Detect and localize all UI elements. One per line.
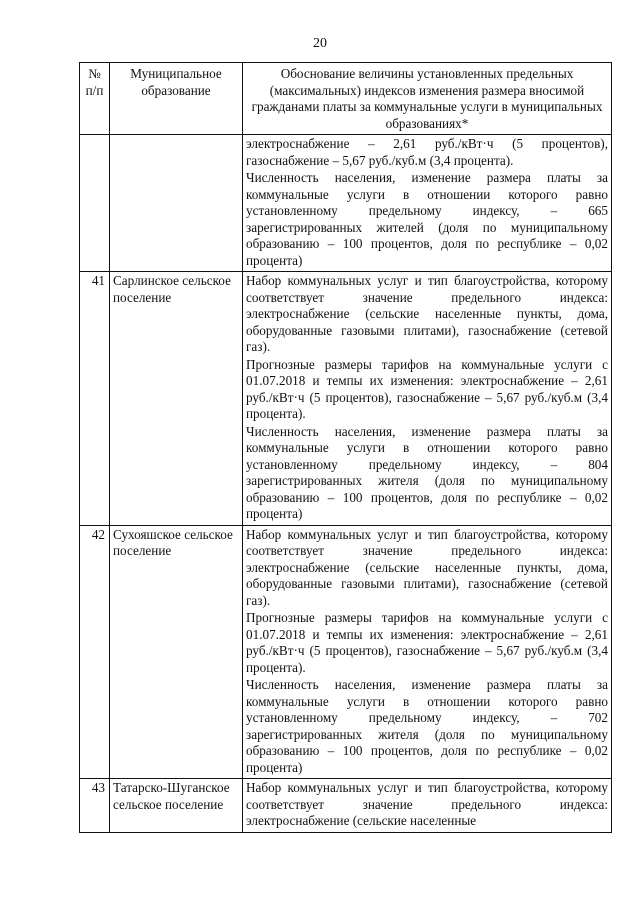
tariff-index-table: [79, 62, 612, 833]
table-row: [80, 135, 612, 272]
justification-paragraph: Прогнозные размеры тарифов на коммунальные услуги с 01.07.2018 и темпы их изменения: электроснабжение – 2,61 руб./кВт·ч (5 процентов), газоснабжение – 5,67 руб./куб.м (3,4 процента).: [246, 610, 608, 675]
row-number: [80, 135, 110, 272]
municipality-name: [110, 135, 243, 272]
justification-paragraph: Набор коммунальных услуг и тип благоустройства, которому соответствует значение предельного индекса: электроснабжение (сельские населенные пункты, дома, оборудованные газовыми плитами), газоснабжение (сетевой газ).: [246, 526, 608, 608]
table-row: [80, 525, 612, 779]
justification-paragraph: Численность населения, изменение размера платы за коммунальные услуги в отношении которого равно установленному предельному индексу, – 804 зарегистрированных жителя (доля по муниципальному образованию – 100 процентов, доля по республике – 0,02 процента): [246, 423, 608, 521]
table-header-row: [80, 63, 612, 135]
header-justification: Обоснование величины установленных предельных (максимальных) индексов изменения размера вносимой гражданами платы за коммунальные услуги в муниципальных образованиях*: [243, 63, 612, 135]
table-body: [80, 135, 612, 833]
justification-cell: [243, 525, 612, 779]
justification-cell: [243, 135, 612, 272]
header-number: № п/п: [80, 63, 110, 135]
justification-cell: [243, 272, 612, 526]
row-number: 41: [80, 272, 110, 526]
municipality-name: Татарско-Шуганское сельское поселение: [110, 779, 243, 833]
justification-paragraph: Численность населения, изменение размера платы за коммунальные услуги в отношении которого равно установленному предельному индексу, – 702 зарегистрированных жителя (доля по муниципальному образованию – 100 процентов, доля по республике – 0,02 процента): [246, 677, 608, 775]
municipality-name: Сухояшское сельское поселение: [110, 525, 243, 779]
justification-paragraph: Набор коммунальных услуг и тип благоустройства, которому соответствует значение предельного индекса: электроснабжение (сельские населенные пункты, дома, оборудованные газовыми плитами), газоснабжение (сетевой газ).: [246, 273, 608, 354]
row-number: 43: [80, 779, 110, 833]
table-row: [80, 272, 612, 526]
justification-paragraph: Прогнозные размеры тарифов на коммунальные услуги с 01.07.2018 и темпы их изменения: электроснабжение – 2,61 руб./кВт·ч (5 процентов), газоснабжение – 5,67 руб./куб.м (3,4 процента).: [246, 356, 608, 421]
justification-paragraph: электроснабжение – 2,61 руб./кВт·ч (5 процентов), газоснабжение – 5,67 руб./куб.м (3,4 процента).: [246, 136, 608, 168]
justification-paragraph: Численность населения, изменение размера платы за коммунальные услуги в отношении которого равно установленному предельному индексу, – 665 зарегистрированных жителей (доля по муниципальному образованию – 100 процентов, доля по республике – 0,02 процента): [246, 170, 608, 268]
table-row: [80, 779, 612, 833]
justification-cell: [243, 779, 612, 833]
row-number: 42: [80, 525, 110, 779]
header-municipality: Муниципальное образование: [110, 63, 243, 135]
page-number: 20: [313, 36, 327, 51]
justification-paragraph: Набор коммунальных услуг и тип благоустройства, которому соответствует значение предельного индекса: электроснабжение (сельские населенные: [246, 780, 608, 828]
municipality-name: Сарлинское сельское поселение: [110, 272, 243, 526]
